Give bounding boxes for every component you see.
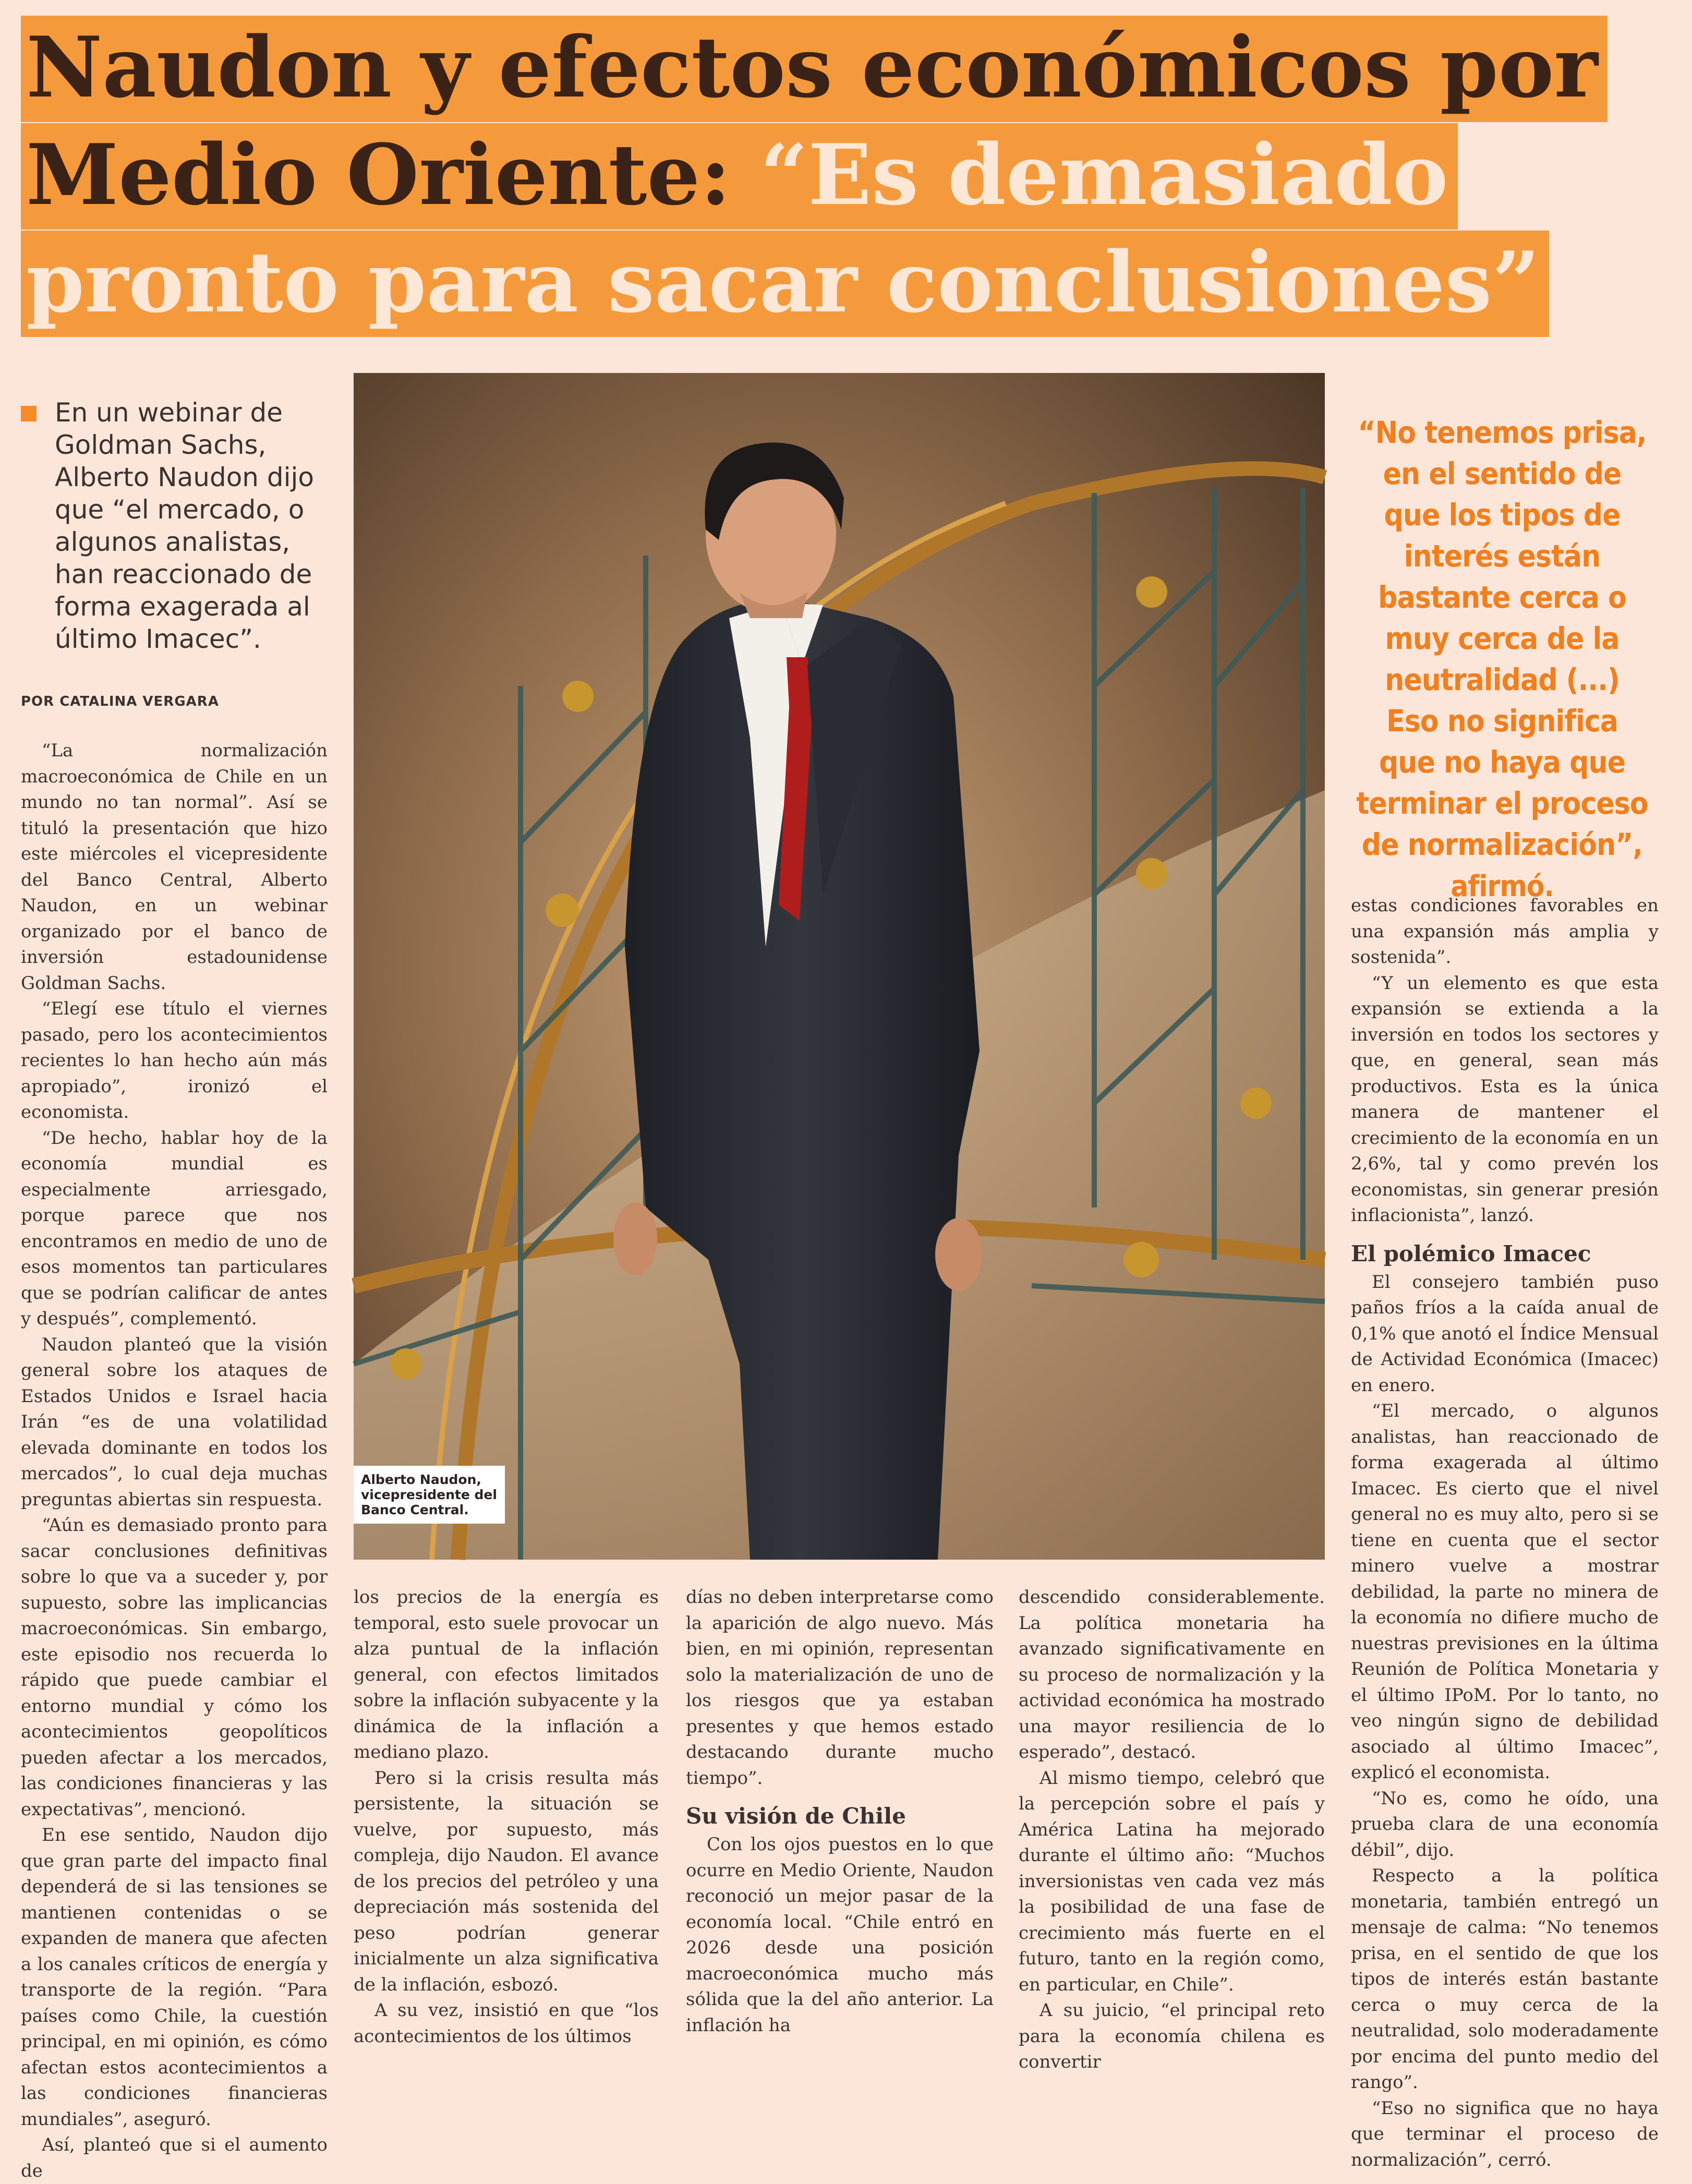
lead-text: En un webinar de Goldman Sachs, Alberto Naudon dijo que “el mercado, o algunos analistas, han reaccionado de forma exagerada al último Imacec”. (55, 397, 314, 654)
paragraph: Así, planteó que si el aumento de (21, 2134, 328, 2181)
portrait-illustration (354, 373, 1325, 1560)
headline-line-1: Naudon y efectos económicos por (21, 16, 1608, 122)
article-column-4 (1019, 1585, 1325, 2076)
paragraph: Con los ojos puestos en lo que ocurre en Medio Oriente, Naudon reconoció un mejor pasar de la economía local. “Chile entró en 2026 desde una posición macroeconómica mucho más sólida que la del año anterior. La inflación ha (686, 1834, 994, 2036)
paragraph: los precios de la energía es temporal, esto suele provocar un alza puntual de la inflación general, con efectos limitados sobre la inflación subyacente y la dinámica de la inflación a mediano plazo. (354, 1587, 659, 1763)
paragraph: Naudon planteó que la visión general sobre los ataques de Estados Unidos e Israel hacia Irán “es de una volatilidad elevada dominante en todos los mercados”, lo cual deja muchas preguntas abiertas sin respuesta. (21, 1334, 328, 1510)
pull-quote-attribution: afirmó. (1451, 870, 1554, 903)
paragraph: El consejero también puso paños fríos a la caída anual de 0,1% que anotó el Índice Mensual de Actividad Económica (Imacec) en enero. (1351, 1271, 1659, 1396)
article-column-5 (1351, 893, 1659, 2173)
paragraph: descendido considerablemente. La política monetaria ha avanzado significativamente en su proceso de normalización y la actividad económica ha mostrado una mayor resiliencia de lo esperado”, destacó. (1019, 1587, 1325, 1763)
paragraph: Pero si la crisis resulta más persistente, la situación se vuelve, por supuesto, más compleja, dijo Naudon. El avance de los precios del petróleo y una depreciación más sostenida del peso podrían generar inicialmente un alza significativa de la inflación, esbozó. (354, 1767, 659, 1995)
paragraph: A su juicio, “el principal reto para la economía chilena es convertir (1019, 2000, 1325, 2072)
paragraph: días no deben interpretarse como la aparición de algo nuevo. Más bien, en mi opinión, representan solo la materialización de uno de los riesgos que ya estaban presentes y que hemos estado destacando durante mucho tiempo”. (686, 1587, 994, 1789)
paragraph: “Y un elemento es que esta expansión se extienda a la inversión en todos los sectores y que, en general, sean más productivos. Esta es la única manera de mantener el crecimiento de la economía en un 2,6%, tal y como prevén los economistas, sin generar presión inflacionista”, lanzó. (1351, 972, 1659, 1226)
paragraph: “Eso no significa que no haya que terminar el proceso de normalización”, cerró. (1351, 2097, 1659, 2170)
pull-quote-text: “No tenemos prisa, en el sentido de que los tipos de interés están bastante cerca o muy cerca de la neutralidad (...) Eso no significa que no haya que terminar el proceso de normalización”, (1356, 415, 1648, 862)
paragraph: A su vez, insistió en que “los acontecimientos de los últimos (354, 2000, 659, 2047)
lead-summary (21, 396, 329, 655)
subheading-su-vision-de-chile: Su visión de Chile (686, 1803, 906, 1829)
orange-square-bullet-icon (21, 406, 37, 421)
paragraph: estas condiciones favorables en una expansión más amplia y sostenida”. (1351, 895, 1659, 968)
subheading-el-polemico-imacec: El polémico Imacec (1351, 1240, 1591, 1266)
paragraph: “El mercado, o algunos analistas, han reaccionado de forma exagerada al último Imacec. Es cierto que el nivel general no es muy alto, pero si se tiene en cuenta que el sector minero vuelve a mostrar debilidad, la parte no minera de la economía no difiere mucho de nuestras previsiones en la última Reunión de Política Monetaria y el último IPoM. Por lo tanto, no veo ningún signo de debilidad asociado al último Imacec”, explicó el economista. (1351, 1401, 1659, 1783)
photo-caption: Alberto Naudon, vicepresidente del Banco Central. (354, 1466, 505, 1524)
paragraph: En ese sentido, Naudon dijo que gran parte del impacto final dependerá de si las tensiones se mantienen contenidas o se expanden de manera que afecten a los canales críticos de energía y transporte de la región. “Para países como Chile, la cuestión principal, en mi opinión, es cómo afectan estos acontecimientos a las condiciones financieras mundiales”, aseguró. (21, 1825, 328, 2130)
paragraph: Respecto a la política monetaria, también entregó un mensaje de calma: “No tenemos prisa, en el sentido de que los tipos de interés están bastante cerca o muy cerca de la neutralidad, solo moderadamente por encima del punto medio del rango”. (1351, 1865, 1659, 2093)
paragraph: “Aún es demasiado pronto para sacar conclusiones definitivas sobre lo que va a suceder y, por supuesto, sobre las implicancias macroeconómicas. Sin embargo, este episodio nos recuerda lo rápido que puede cambiar el entorno mundial y cómo los acontecimientos geopolíticos pueden afectar a los mercados, las condiciones financieras y las expectativas”, mencionó. (21, 1515, 328, 1820)
paragraph: Al mismo tiempo, celebró que la percepción sobre el país y América Latina ha mejorado durante el último año: “Muchos inversionistas ven cada vez más la posibilidad de una fase de crecimiento más fuerte en el futuro, tanto en la región como, en particular, en Chile”. (1019, 1767, 1325, 1995)
headline (21, 16, 1598, 338)
article-column-1 (21, 738, 328, 2184)
article-column-3 (686, 1585, 994, 2038)
headline-line-2-quote: “Es demasiado (760, 126, 1448, 224)
headline-line-3: pronto para sacar conclusiones” (21, 231, 1549, 337)
paragraph: “La normalización macroeconómica de Chile en un mundo no tan normal”. Así se tituló la presentación que hizo este miércoles el vicepresidente del Banco Central, Alberto Naudon, en un webinar organizado por el banco de inversión estadounidense Goldman Sachs. (21, 740, 328, 994)
headline-line-2 (21, 123, 1458, 230)
paragraph: “De hecho, hablar hoy de la economía mundial es especialmente arriesgado, porque parece que nos encontramos en medio de uno de esos momentos tan particulares que se podrían calificar de antes y después”, complementó. (21, 1127, 328, 1329)
headline-line-2-prefix: Medio Oriente: (26, 126, 760, 224)
photo-alberto-naudon (354, 373, 1325, 1560)
article-column-2 (354, 1585, 659, 2049)
pull-quote (1356, 412, 1648, 907)
paragraph: “No es, como he oído, una prueba clara de una economía débil”, dijo. (1351, 1788, 1659, 1861)
byline: POR CATALINA VERGARA (21, 694, 219, 709)
paragraph: “Elegí ese título el viernes pasado, pero los acontecimientos recientes lo han hecho aún más apropiado”, ironizó el economista. (21, 998, 328, 1123)
